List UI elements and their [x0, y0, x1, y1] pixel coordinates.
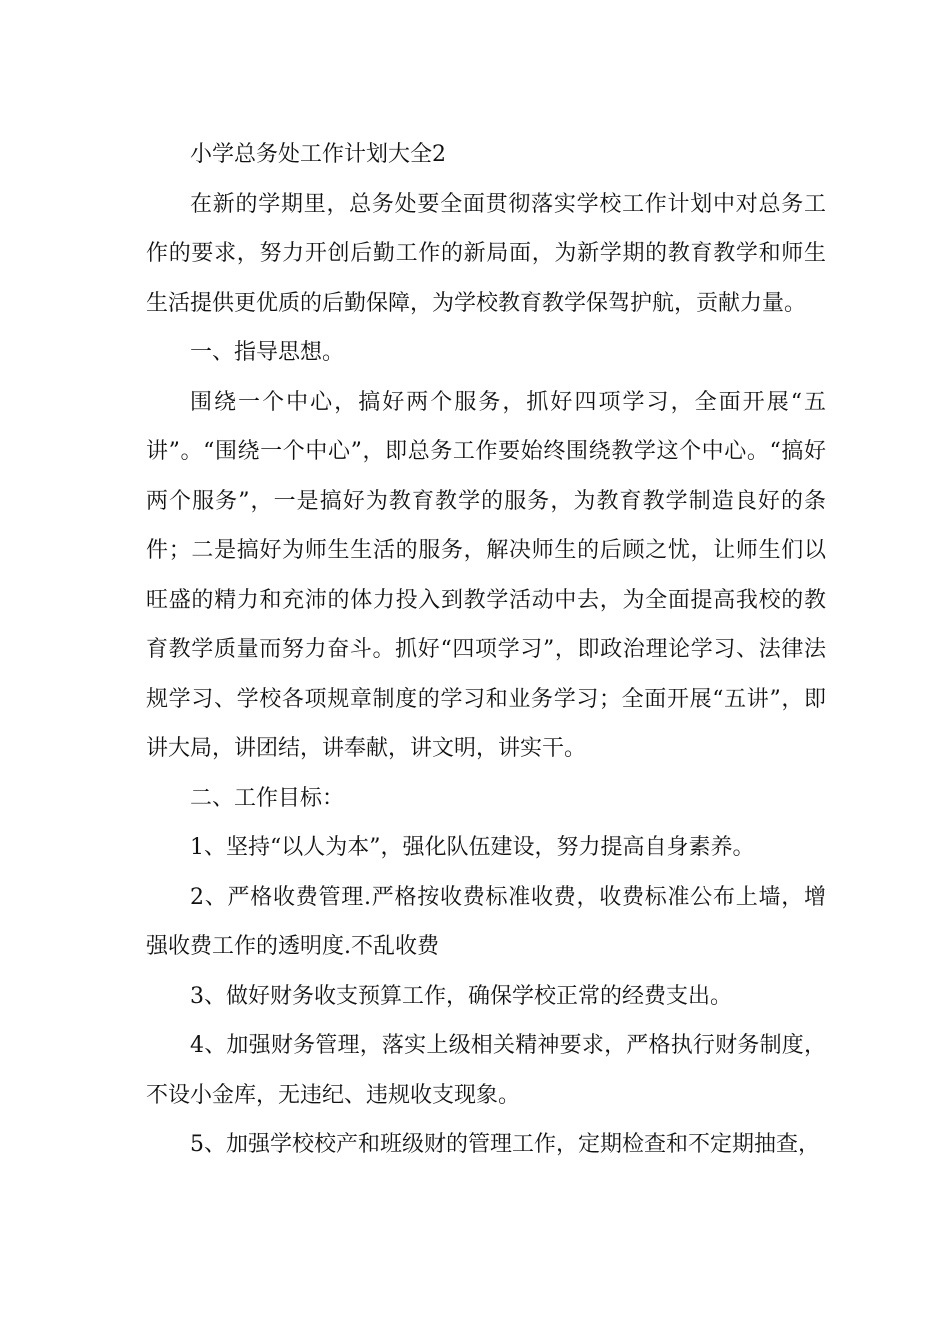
goal-item-2: 2、严格收费管理.严格按收费标准收费，收费标准公布上墙，增强收费工作的透明度.不乱收费: [146, 884, 826, 959]
guiding-ideology-paragraph: 围绕一个中心，搞好两个服务，抓好四项学习，全面开展“五讲”。“围绕一个中心”，即总务工作要始终围绕教学这个中心。“搞好两个服务”，一是搞好为教育教学的服务，为教育教学制造良好的条件；二是搞好为师生生活的服务，解决师生的后顾之忧，让师生们以旺盛的精力和充沛的体力投入到教学活动中去，为全面提高我校的教育教学质量而努力奋斗。抓好“四项学习”，即政治理论学习、法律法规学习、学校各项规章制度的学习和业务学习；全面开展“五讲”，即讲大局，讲团结，讲奉献，讲文明，讲实干。: [146, 389, 826, 761]
goal-item-3: 3、做好财务收支预算工作，确保学校正常的经费支出。: [190, 983, 732, 1009]
goal-item-5: 5、加强学校校产和班级财的管理工作，定期检查和不定期抽查，: [190, 1132, 820, 1157]
document-title: 小学总务处工作计划大全2: [190, 142, 446, 167]
section-heading-guiding-ideology: 一、指导思想。: [190, 340, 345, 365]
intro-paragraph: 在新的学期里，总务处要全面贯彻落实学校工作计划中对总务工作的要求，努力开创后勤工作的新局面，为新学期的教育教学和师生生活提供更优质的后勤保障，为学校教育教学保驾护航，贡献力量。: [146, 191, 826, 316]
section-heading-work-goals: 二、工作目标：: [190, 785, 345, 811]
goal-item-1: 1、坚持“以人为本”，强化队伍建设，努力提高自身素养。: [190, 835, 755, 860]
goal-item-4: 4、加强财务管理，落实上级相关精神要求，严格执行财务制度，不设小金库，无违纪、违规收支现象。: [146, 1033, 826, 1108]
document-body: [146, 130, 826, 1170]
